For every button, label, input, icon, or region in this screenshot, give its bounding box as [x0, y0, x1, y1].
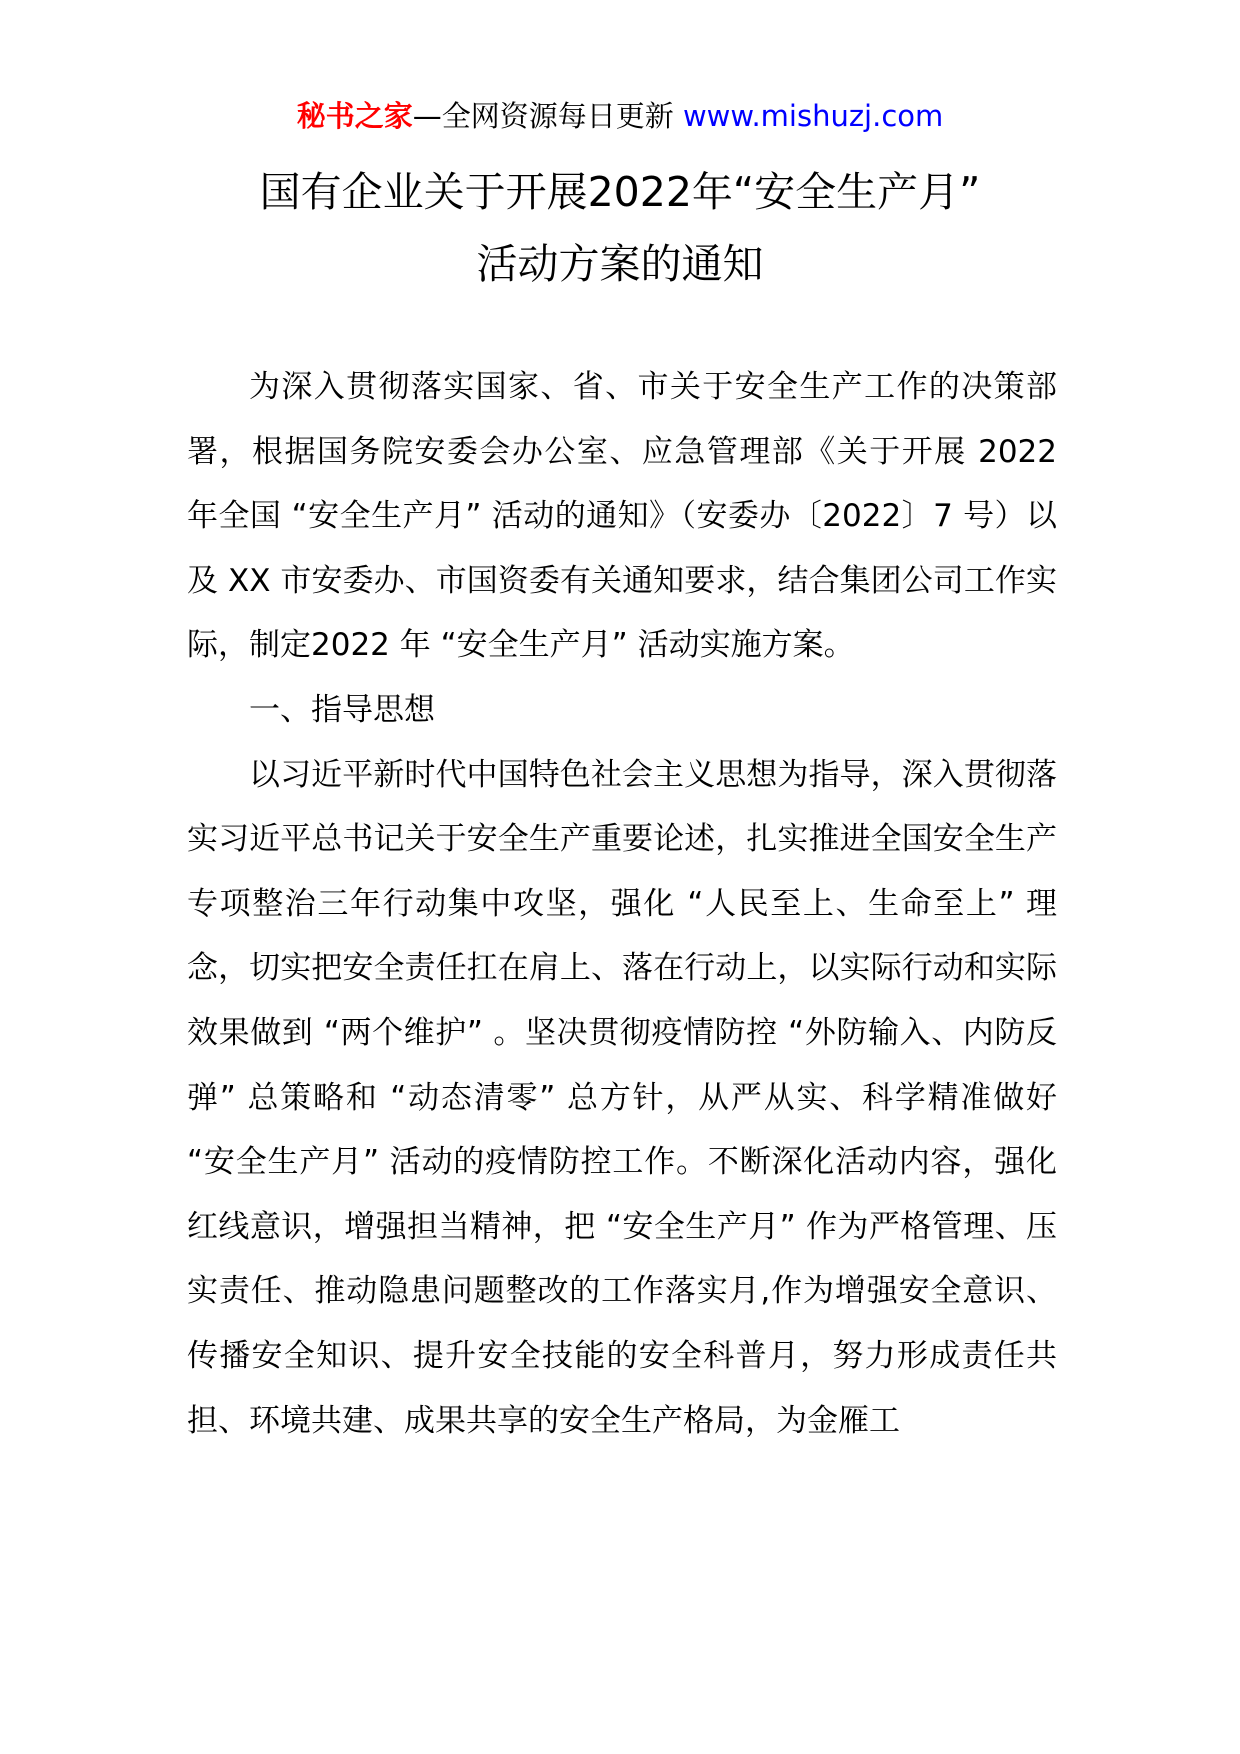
title-line-2: 活动方案的通知 [476, 240, 764, 288]
document-title [120, 156, 1120, 300]
site-url-link[interactable]: www.mishuzj.com [682, 99, 944, 133]
intro-paragraph: 为深入贯彻落实国家、省、市关于安全生产工作的决策部署，根据国务院安委会办公室、应急管理部《关于开展 2022 年全国 “安全生产月” 活动的通知》（安委办〔2022〕7 号）以及 XX 市安委办、市国资委有关通知要求，结合集团公司工作实际，制定2022 年 “安全生产月” 活动实施方案。 [187, 369, 1057, 664]
header-tagline: —全网资源每日更新 [412, 99, 683, 133]
guiding-principle-paragraph: 以习近平新时代中国特色社会主义思想为指导，深入贯彻落实习近平总书记关于安全生产重要论述，扎实推进全国安全生产专项整治三年行动集中攻坚，强化 “人民至上、生命至上” 理念，切实把安全责任扛在肩上、落在行动上，以实际行动和实际效果做到 “两个维护” 。坚决贯彻疫情防控 “外防输入、内防反弹” 总策略和 “动态清零” 总方针，从严从实、科学精准做好 “安全生产月” 活动的疫情防控工作。不断深化活动内容，强化红线意识，增强担当精神，把 “安全生产月” 作为严格管理、压实责任、推动隐患问题整改的工作落实月,作为增强安全意识、传播安全知识、提升安全技能的安全科普月，努力形成责任共担、环境共建、成果共享的安全生产格局，为金雁工 [187, 756, 1057, 1439]
brand-name: 秘书之家 [296, 99, 413, 133]
section-heading: 一、指导思想 [249, 691, 435, 728]
title-line-1: 国有企业关于开展2022年“安全生产月” [259, 168, 981, 216]
site-header [0, 96, 1240, 136]
document-body [187, 355, 1057, 1453]
